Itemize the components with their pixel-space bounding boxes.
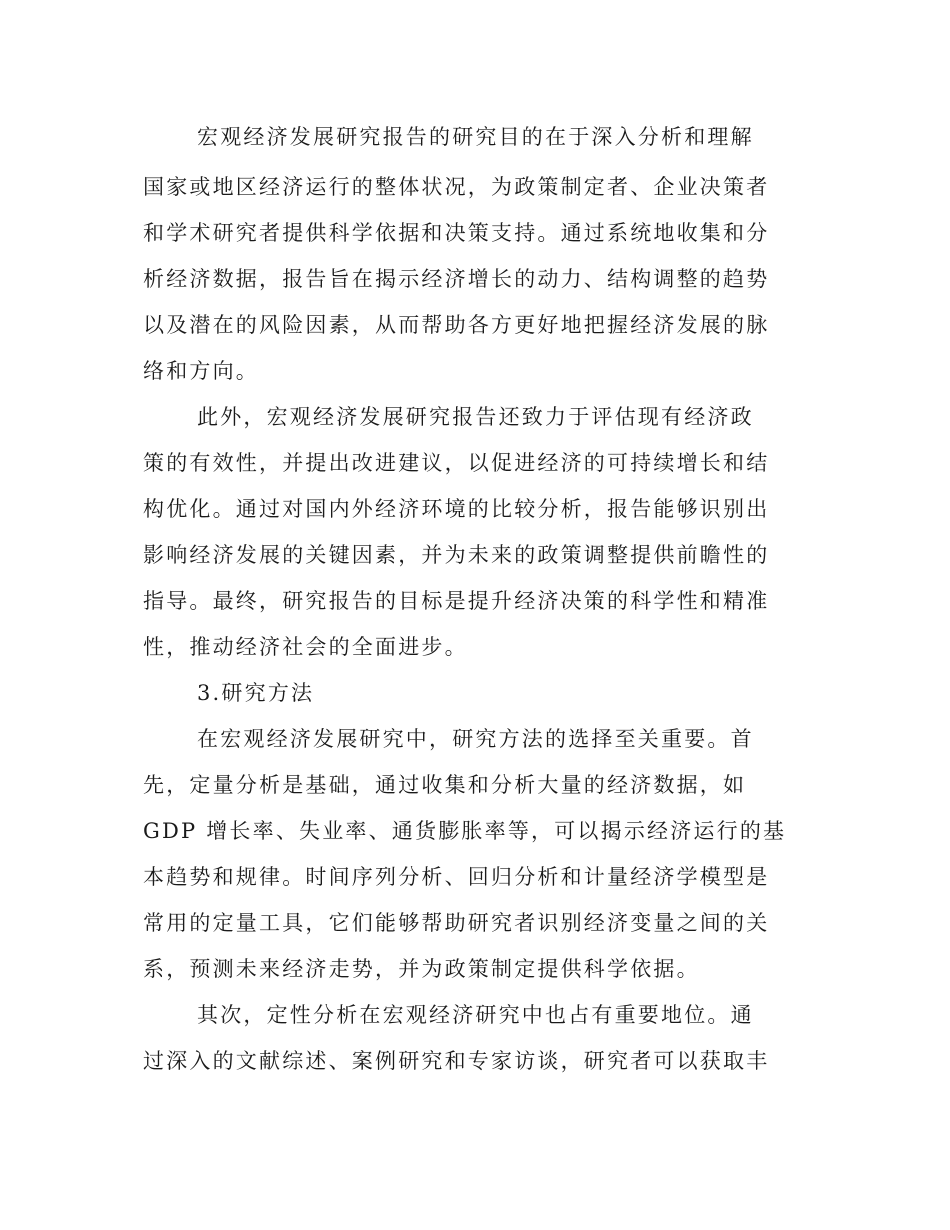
paragraph-1-line-5: 以及潜在的风险因素，从而帮助各方更好地把握经济发展的脉 <box>143 313 770 337</box>
section-heading: 3.研究方法 <box>197 681 315 705</box>
paragraph-4-line-2: 过深入的文献综述、案例研究和专家访谈，研究者可以获取丰 <box>143 1049 770 1073</box>
paragraph-2-line-5: 指导。最终，研究报告的目标是提升经济决策的科学性和精准 <box>143 589 770 613</box>
paragraph-1-line-1: 宏观经济发展研究报告的研究目的在于深入分析和理解 <box>197 125 754 149</box>
paragraph-1-line-2: 国家或地区经济运行的整体状况，为政策制定者、企业决策者 <box>143 175 770 199</box>
paragraph-2-line-2: 策的有效性，并提出改进建议，以促进经济的可持续增长和结 <box>143 451 770 475</box>
paragraph-3-line-4: 本趋势和规律。时间序列分析、回归分析和计量经济学模型是 <box>143 865 770 889</box>
paragraph-4-line-1: 其次，定性分析在宏观经济研究中也占有重要地位。通 <box>197 1003 754 1027</box>
paragraph-3-line-1: 在宏观经济发展研究中，研究方法的选择至关重要。首 <box>197 727 754 751</box>
paragraph-1-line-6: 络和方向。 <box>143 359 259 383</box>
paragraph-2-line-6: 性，推动经济社会的全面进步。 <box>143 635 468 659</box>
paragraph-3-line-6: 系，预测未来经济走势，并为政策制定提供科学依据。 <box>143 957 700 981</box>
paragraph-3-line-3: GDP 增长率、失业率、通货膨胀率等，可以揭示经济运行的基 <box>143 819 787 843</box>
paragraph-2-line-1: 此外，宏观经济发展研究报告还致力于评估现有经济政 <box>197 405 754 429</box>
paragraph-3-line-2: 先，定量分析是基础，通过收集和分析大量的经济数据，如 <box>143 773 747 797</box>
paragraph-1-line-3: 和学术研究者提供科学依据和决策支持。通过系统地收集和分 <box>143 221 770 245</box>
paragraph-2-line-3: 构优化。通过对国内外经济环境的比较分析，报告能够识别出 <box>143 497 770 521</box>
paragraph-3-line-5: 常用的定量工具，它们能够帮助研究者识别经济变量之间的关 <box>143 911 770 935</box>
paragraph-1-line-4: 析经济数据，报告旨在揭示经济增长的动力、结构调整的趋势 <box>143 267 770 291</box>
paragraph-2-line-4: 影响经济发展的关键因素，并为未来的政策调整提供前瞻性的 <box>143 543 770 567</box>
